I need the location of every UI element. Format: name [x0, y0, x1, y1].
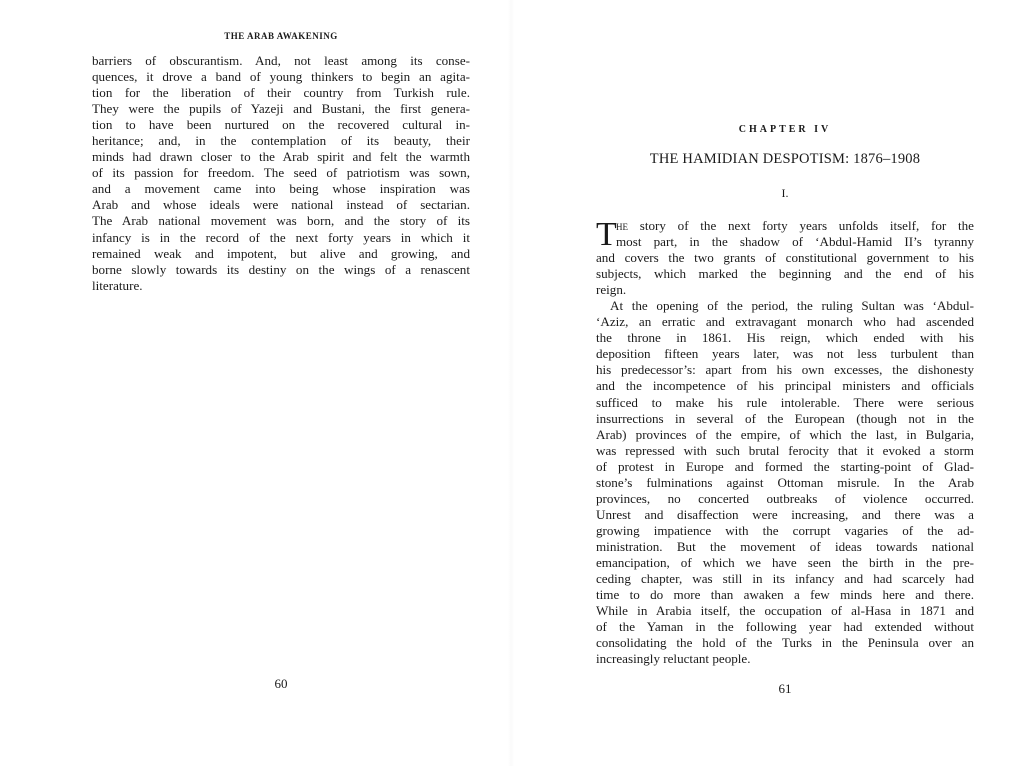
left-page-text — [92, 53, 470, 294]
text-line: consolidating the hold of the Turks in the Peninsula over an — [596, 635, 974, 651]
text-line: While in Arabia itself, the occupation of al-Hasa in 1871 and — [596, 603, 974, 619]
text-line: insurrections in several of the European (though not in the — [596, 410, 974, 426]
text-line: ‘Aziz, an erratic and extravagant monarch who had ascended — [596, 314, 974, 330]
text-line: his predecessor’s: apart from his own excesses, the dishonesty — [596, 362, 974, 378]
text-line: and covers the two grants of constitutional government to his — [596, 250, 974, 266]
text-line: provinces, no concerted outbreaks of violence occurred. — [596, 490, 974, 506]
text-line: minds had drawn closer to the Arab spirit and felt the warmth — [92, 149, 470, 165]
text-line: heritance; and, in the contemplation of its beauty, their — [92, 133, 470, 149]
text-line: literature. — [92, 277, 143, 293]
text-line: reign. — [596, 282, 627, 298]
text-line: increasingly reluctant people. — [596, 651, 751, 667]
page-number: 60 — [274, 676, 288, 691]
text-line: tion to have been nurtured on the recovered cultural in- — [92, 117, 470, 133]
drop-cap-continuation: he — [616, 218, 628, 233]
text-line: infancy is in the record of the next forty years in which it — [92, 229, 470, 245]
text-line: borne slowly towards its destiny on the wings of a renascent — [92, 261, 470, 277]
text-line: They were the pupils of Yazeji and Bustani, the first genera- — [92, 101, 470, 117]
chapter-title: THE HAMIDIAN DESPOTISM: 1876–1908 — [649, 151, 921, 167]
text-line: subjects, which marked the beginning and the end of his — [596, 266, 974, 282]
text-line: ceding chapter, was still in its infancy and had scarcely had — [596, 571, 974, 587]
text-line: The Arab national movement was born, and the story of its — [92, 213, 470, 229]
text-line: quences, it drove a band of young thinkers to begin an agita- — [92, 69, 470, 85]
text-line: Arab and whose ideals were national instead of sectarian. — [92, 197, 470, 213]
text-line: of the Yaman in the following year had extended without — [596, 619, 974, 635]
text-line: At the opening of the period, the ruling Sultan was ‘Abdul- — [610, 298, 974, 314]
text-line: growing impatience with the corrupt vagaries of the ad- — [596, 522, 974, 538]
page-number: 61 — [778, 681, 792, 696]
text-line: of protest in Europe and formed the starting-point of Glad- — [596, 458, 974, 474]
text-line: barriers of obscurantism. And, not least among its conse- — [92, 53, 470, 68]
text-line: emancipation, of which we have seen the birth in the pre- — [596, 554, 974, 570]
text-line: and the incompetence of his principal ministers and officials — [596, 378, 974, 394]
text-line: ministration. But the movement of ideas towards national — [596, 538, 974, 554]
text-line: Unrest and disaffection were increasing, and there was a — [596, 506, 974, 522]
text-line: was repressed with such brutal ferocity that it evoked a storm — [596, 442, 974, 458]
right-page-text — [596, 218, 974, 667]
chapter-label: CHAPTER IV — [738, 124, 832, 135]
text-line: stone’s fulminations against Ottoman misrule. In the Arab — [596, 474, 974, 490]
text-line: tion for the liberation of their country from Turkish rule. — [92, 85, 470, 101]
text-line: Arab) provinces of the empire, of which the last, in Bulgaria, — [596, 426, 974, 442]
text-line: the throne in 1861. His reign, which ended with his — [596, 330, 974, 346]
book-gutter — [508, 0, 514, 766]
drop-cap: T — [596, 216, 617, 253]
text-line: deposition fifteen years later, was not less turbulent than — [596, 346, 974, 362]
text-line: remained weak and impotent, but alive and growing, and — [92, 245, 470, 261]
text-line: of its passion for freedom. The seed of patriotism was sown, — [92, 165, 470, 181]
text-line: time to do more than awaken a few minds here and there. — [596, 587, 974, 603]
first-line-text: story of the next forty years unfolds itself, for the — [639, 218, 974, 233]
text-line: most part, in the shadow of ‘Abdul-Hamid II’s tyranny — [616, 234, 974, 250]
section-number: I. — [781, 186, 789, 200]
running-head: THE ARAB AWAKENING — [224, 31, 338, 41]
text-line: sufficed to make his rule intolerable. There were serious — [596, 394, 974, 410]
text-line: and a movement came into being whose inspiration was — [92, 181, 470, 197]
text-line-first — [596, 218, 974, 234]
